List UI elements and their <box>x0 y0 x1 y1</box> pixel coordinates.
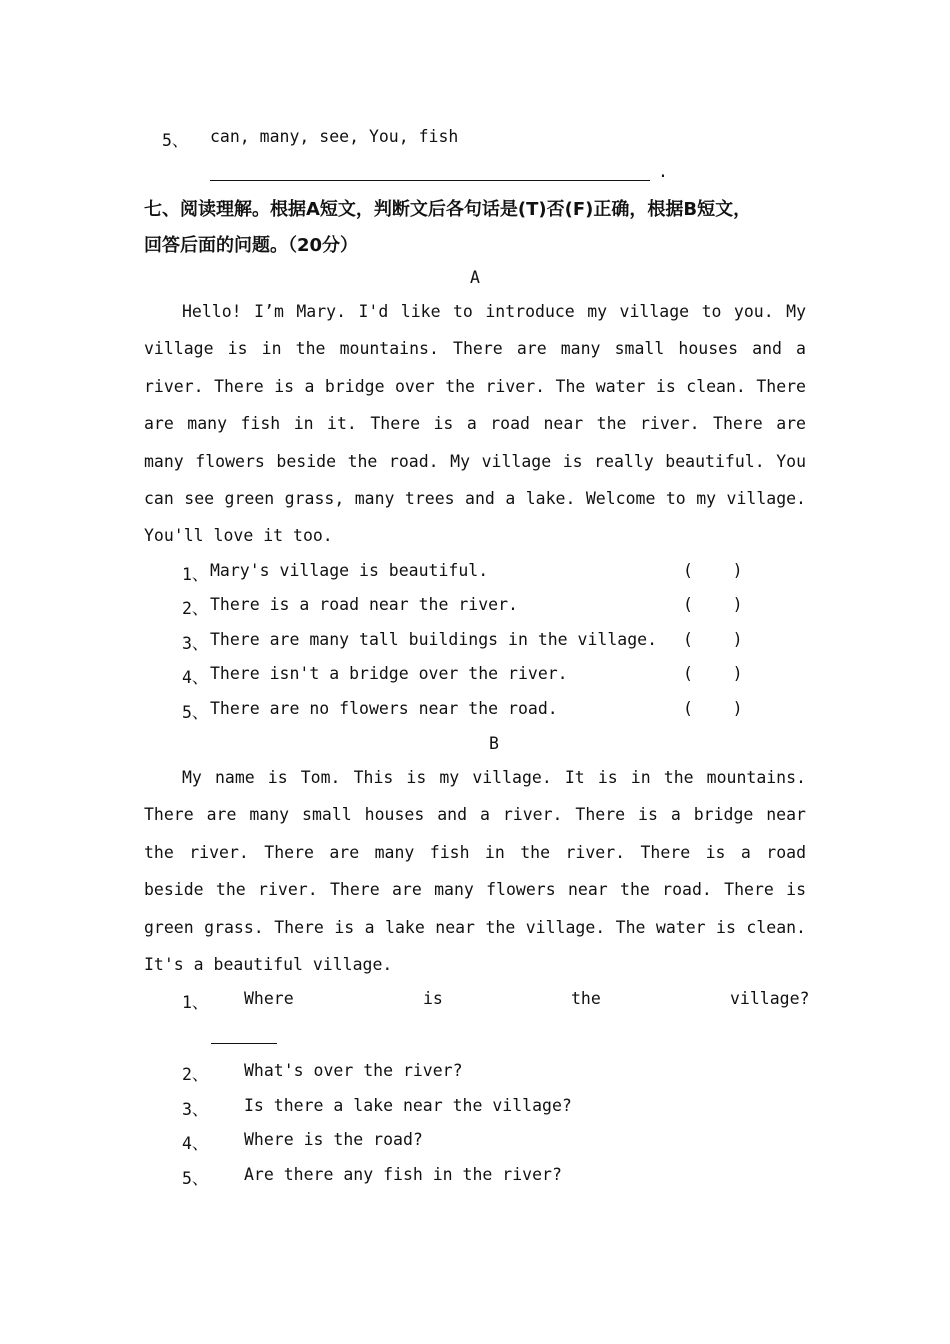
section-title-line-1: 七、阅读理解。根据A短文，判断文后各句话是(T)否(F)正确，根据B短文， <box>144 199 752 220</box>
statement-2-number: 2、 <box>182 599 209 618</box>
statement-4-answer-bracket[interactable]: ( ) <box>683 664 743 683</box>
q5-answer-line[interactable] <box>210 180 650 181</box>
statement-1-answer-bracket[interactable]: ( ) <box>683 561 743 580</box>
question-2-text: What's over the river? <box>244 1061 463 1080</box>
statement-5-answer-bracket[interactable]: ( ) <box>683 699 743 718</box>
q5-word-list: can, many, see, You, fish <box>210 127 459 146</box>
statement-3-text: There are many tall buildings in the village. <box>210 630 658 649</box>
statement-1-text: Mary's village is beautiful. <box>210 561 489 580</box>
statement-3-answer-bracket[interactable]: ( ) <box>683 630 743 649</box>
question-5-number: 5、 <box>182 1169 209 1188</box>
question-5-text: Are there any fish in the river? <box>244 1165 562 1184</box>
passage-b-text <box>144 759 806 983</box>
question-1-number: 1、 <box>182 993 209 1012</box>
passage-a-body: Hello! I’m Mary. I'd like to introduce my village to you. My village is in the mountains. There are many small houses and a river. There is a bridge over the river. The water is clean. There are many fish in it. There is a road near the river. There are many flowers beside the road. My village is really beautiful. You can see green grass, many trees and a lake. Welcome to my village. You'll love it too. <box>144 302 806 546</box>
question-1-word: Where <box>244 989 294 1008</box>
statement-1-number: 1、 <box>182 565 209 584</box>
statement-2-text: There is a road near the river. <box>210 595 518 614</box>
q5-number: 5、 <box>162 131 189 150</box>
passage-b-body: My name is Tom. This is my village. It is in the mountains. There are many small houses and a river. There is a bridge near the river. There are many fish in the river. There is a road beside the river. There are many flowers near the road. There is green grass. There is a lake near the village. The water is clean. It's a beautiful village. <box>144 768 806 975</box>
section-title-line-2: 回答后面的问题。（20分） <box>144 235 359 256</box>
statement-4-text: There isn't a bridge over the river. <box>210 664 568 683</box>
passage-b-label: B <box>489 734 499 753</box>
question-3-number: 3、 <box>182 1100 209 1119</box>
statement-5-text: There are no flowers near the road. <box>210 699 558 718</box>
question-1-word: village? <box>730 989 810 1008</box>
question-1-answer-line[interactable] <box>211 1043 277 1044</box>
question-1-word: is <box>423 989 443 1008</box>
passage-a-label: A <box>470 268 480 287</box>
question-3-text: Is there a lake near the village? <box>244 1096 572 1115</box>
statement-3-number: 3、 <box>182 634 209 653</box>
question-4-text: Where is the road? <box>244 1130 423 1149</box>
statement-4-number: 4、 <box>182 668 209 687</box>
statement-2-answer-bracket[interactable]: ( ) <box>683 595 743 614</box>
question-1-word: the <box>571 989 601 1008</box>
question-4-number: 4、 <box>182 1134 209 1153</box>
passage-a-text <box>144 293 806 555</box>
statement-5-number: 5、 <box>182 703 209 722</box>
question-2-number: 2、 <box>182 1065 209 1084</box>
q5-period: . <box>658 162 668 181</box>
